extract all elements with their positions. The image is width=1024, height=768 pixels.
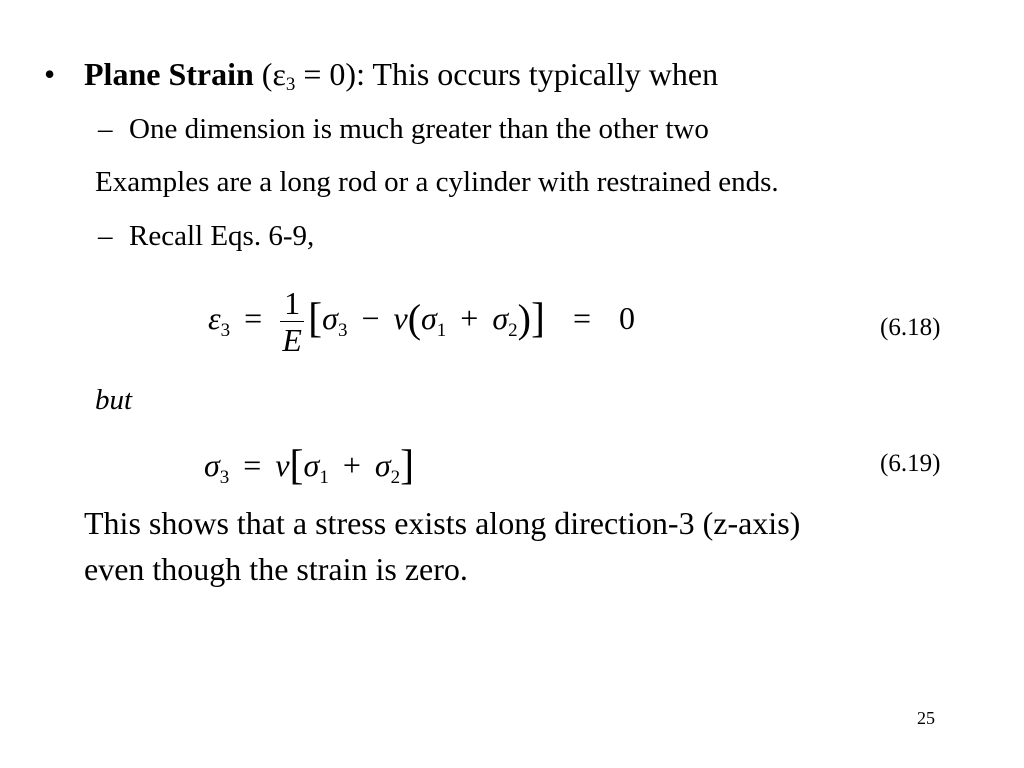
eq619-equals: = bbox=[243, 447, 262, 483]
equation-number-6-19: (6.19) bbox=[880, 450, 941, 477]
strain-condition-subscript: 3 bbox=[285, 74, 296, 95]
plane-strain-line bbox=[84, 56, 718, 93]
eq618-rhs: 0 bbox=[619, 300, 635, 336]
eq619-sigma2: σ bbox=[374, 447, 391, 483]
sub-bullet-marker-1: – bbox=[98, 113, 113, 145]
but-word: but bbox=[95, 384, 133, 416]
eq618-right-paren: ) bbox=[517, 296, 531, 341]
eq619-sigma2-sub: 2 bbox=[390, 467, 401, 488]
sub-bullet-text-1: One dimension is much greater than the other two bbox=[129, 113, 709, 145]
equation-6-19 bbox=[204, 438, 414, 496]
equation-6-18 bbox=[208, 278, 635, 362]
eq619-sigma1-sub: 1 bbox=[319, 467, 329, 488]
strain-condition-rest: = 0): This occurs typically when bbox=[295, 56, 719, 92]
eq618-plus: + bbox=[460, 300, 479, 336]
conclusion-line-2: even though the strain is zero. bbox=[84, 551, 468, 587]
conclusion-line-1: This shows that a stress exists along direction-3 (z-axis) bbox=[84, 505, 801, 541]
eq618-equals-2: = bbox=[572, 300, 591, 336]
eq618-equals: = bbox=[244, 300, 263, 336]
eq619-plus: + bbox=[342, 447, 361, 483]
eq618-epsilon: ε bbox=[208, 300, 221, 336]
eq618-fraction bbox=[280, 285, 304, 358]
eq618-sigma3: σ bbox=[322, 300, 338, 336]
eq618-right-bracket: ] bbox=[530, 296, 545, 342]
sub-bullet-marker-2: – bbox=[98, 220, 113, 252]
eq619-right-bracket: ] bbox=[400, 443, 415, 489]
eq618-sigma2-sub: 2 bbox=[508, 320, 518, 341]
eq618-sigma1-sub: 1 bbox=[436, 320, 447, 341]
eq618-minus: − bbox=[361, 300, 380, 336]
examples-text: Examples are a long rod or a cylinder with restrained ends. bbox=[95, 166, 779, 198]
eq619-sigma1: σ bbox=[303, 447, 320, 483]
eq618-fraction-denominator: E bbox=[282, 322, 302, 359]
eq618-sigma3-sub: 3 bbox=[337, 320, 348, 341]
eq618-sigma2: σ bbox=[492, 300, 509, 336]
eq619-left-bracket: [ bbox=[289, 443, 304, 489]
eq619-sigma3: σ bbox=[204, 447, 220, 483]
eq619-nu: ν bbox=[275, 447, 290, 483]
eq619-sigma3-sub: 3 bbox=[219, 467, 230, 488]
sub-bullet-text-2: Recall Eqs. 6-9, bbox=[129, 220, 315, 252]
bullet-marker: • bbox=[44, 56, 56, 92]
eq618-nu: ν bbox=[393, 300, 408, 336]
plane-strain-heading: Plane Strain bbox=[84, 56, 254, 92]
strain-condition-open: (ε bbox=[253, 56, 286, 92]
eq618-fraction-numerator: 1 bbox=[280, 285, 304, 322]
equation-number-6-18: (6.18) bbox=[880, 314, 941, 341]
but-text bbox=[95, 384, 132, 417]
eq618-epsilon-sub: 3 bbox=[220, 320, 231, 341]
eq618-left-paren: ( bbox=[407, 296, 422, 341]
eq618-left-bracket: [ bbox=[308, 296, 323, 342]
page-number: 25 bbox=[917, 708, 935, 728]
eq618-sigma1: σ bbox=[421, 300, 437, 336]
